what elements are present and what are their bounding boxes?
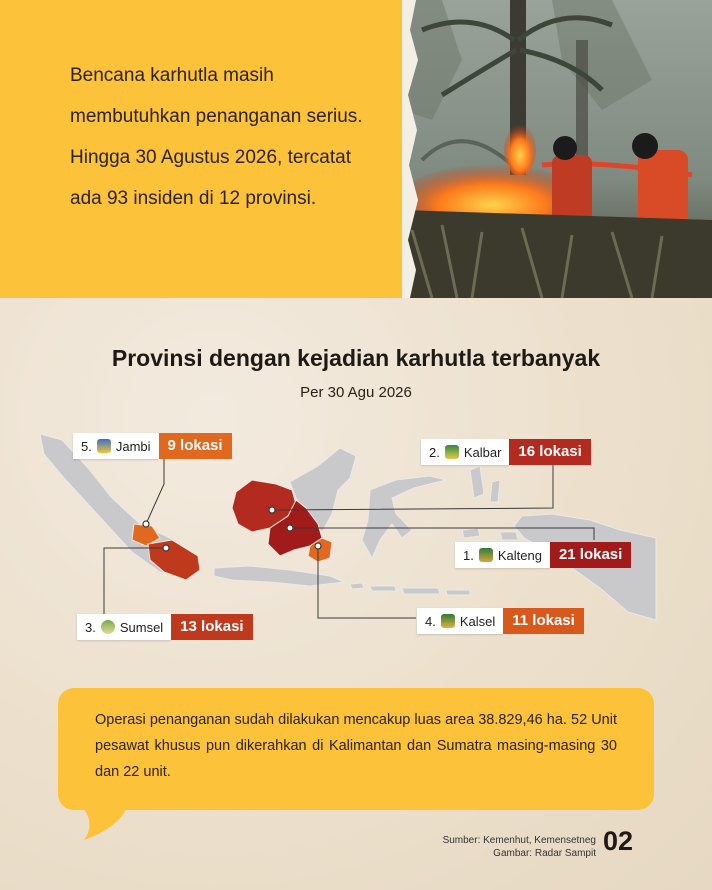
province-count: 13 lokasi [171, 614, 252, 640]
chart-title: Provinsi dengan kejadian karhutla terbanyak [111, 345, 601, 371]
province-name-tag [73, 433, 159, 459]
rank-number: 3. [85, 619, 96, 635]
province-count: 21 lokasi [550, 542, 631, 568]
province-name: Kalteng [497, 547, 542, 563]
province-label-sumsel [77, 614, 253, 640]
wildfire-photo [402, 0, 712, 298]
rank-number: 1. [463, 547, 474, 563]
province-emblem-icon [97, 439, 111, 453]
rank-number: 5. [81, 438, 92, 454]
province-name: Kalsel [459, 613, 496, 629]
province-label-jambi [73, 433, 232, 459]
province-label-kalsel [417, 608, 584, 634]
province-emblem-icon [479, 548, 493, 562]
page-number: 02 [603, 826, 634, 856]
province-emblem-icon [101, 620, 115, 634]
rank-number: 2. [429, 444, 440, 460]
source-line: Sumber: Kemenhut, Kemensetneg [442, 835, 596, 846]
province-name: Sumsel [119, 619, 164, 635]
province-name-tag [455, 542, 550, 568]
province-count: 11 lokasi [503, 608, 584, 634]
province-name: Kalbar [463, 444, 502, 460]
province-name-tag [421, 439, 509, 465]
province-name-tag [417, 608, 503, 634]
province-name-tag [77, 614, 171, 640]
intro-text: Bencana karhutla masih membutuhkan penanganan serius. Hingga 30 Agustus 2026, tercatat ada 93 insiden di 12 provinsi. [70, 65, 363, 209]
bubble-tail [82, 806, 132, 842]
province-emblem-icon [441, 614, 455, 628]
info-bubble-text: Operasi penanganan sudah dilakukan mencakup luas area 38.829,46 ha. 52 Unit pesawat khusus pun dikerahkan di Kalimantan dan Sumatra masing-masing 30 dan 22 unit. [95, 712, 617, 780]
rank-number: 4. [425, 613, 436, 629]
province-count: 16 lokasi [509, 439, 590, 465]
image-credit-line: Gambar: Radar Sampit [493, 848, 596, 859]
province-emblem-icon [445, 445, 459, 459]
province-count: 9 lokasi [159, 433, 232, 459]
source-credits [443, 834, 596, 860]
province-name: Jambi [115, 438, 151, 454]
province-label-kalteng [455, 542, 631, 568]
province-label-kalbar [421, 439, 591, 465]
chart-subtitle: Per 30 Agu 2026 [300, 384, 412, 401]
